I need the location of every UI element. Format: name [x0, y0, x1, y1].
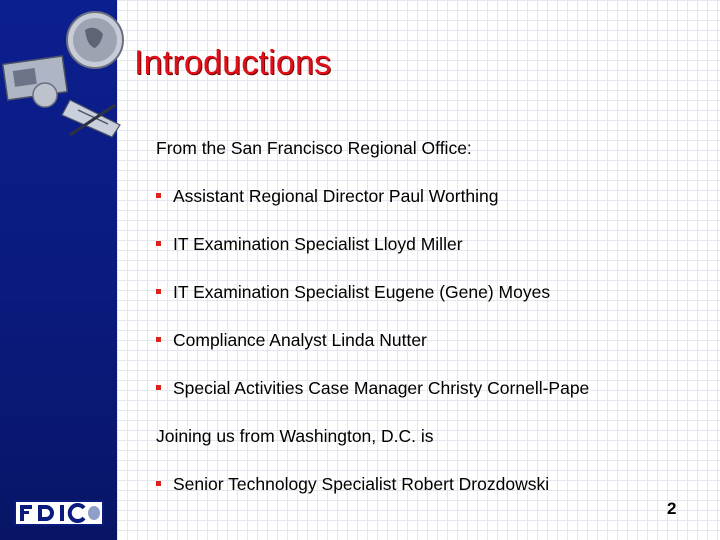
staff-name: Senior Technology Specialist Robert Drozdowski	[173, 474, 550, 494]
list-item	[156, 330, 427, 351]
list-item	[156, 378, 589, 399]
intro-line: From the San Francisco Regional Office:	[156, 138, 472, 158]
bullet-square-icon	[156, 289, 161, 294]
list-item	[156, 234, 463, 255]
fdic-logo	[14, 500, 104, 526]
bullet-square-icon	[156, 241, 161, 246]
staff-name: Assistant Regional Director Paul Worthing	[173, 186, 499, 206]
slide-title: Introductions	[134, 44, 332, 82]
dc-line: Joining us from Washington, D.C. is	[156, 426, 434, 446]
staff-name: IT Examination Specialist Lloyd Miller	[173, 234, 463, 254]
list-item	[156, 186, 499, 207]
bullet-square-icon	[156, 481, 161, 486]
bullet-square-icon	[156, 193, 161, 198]
list-item	[156, 474, 549, 495]
staff-name: IT Examination Specialist Eugene (Gene) Moyes	[173, 282, 551, 302]
currency-collage-image	[0, 0, 130, 140]
page-number: 2	[667, 499, 677, 518]
staff-name: Special Activities Case Manager Christy Cornell-Pape	[173, 378, 590, 398]
list-item	[156, 282, 550, 303]
staff-name: Compliance Analyst Linda Nutter	[173, 330, 427, 350]
bullet-square-icon	[156, 385, 161, 390]
bullet-square-icon	[156, 337, 161, 342]
